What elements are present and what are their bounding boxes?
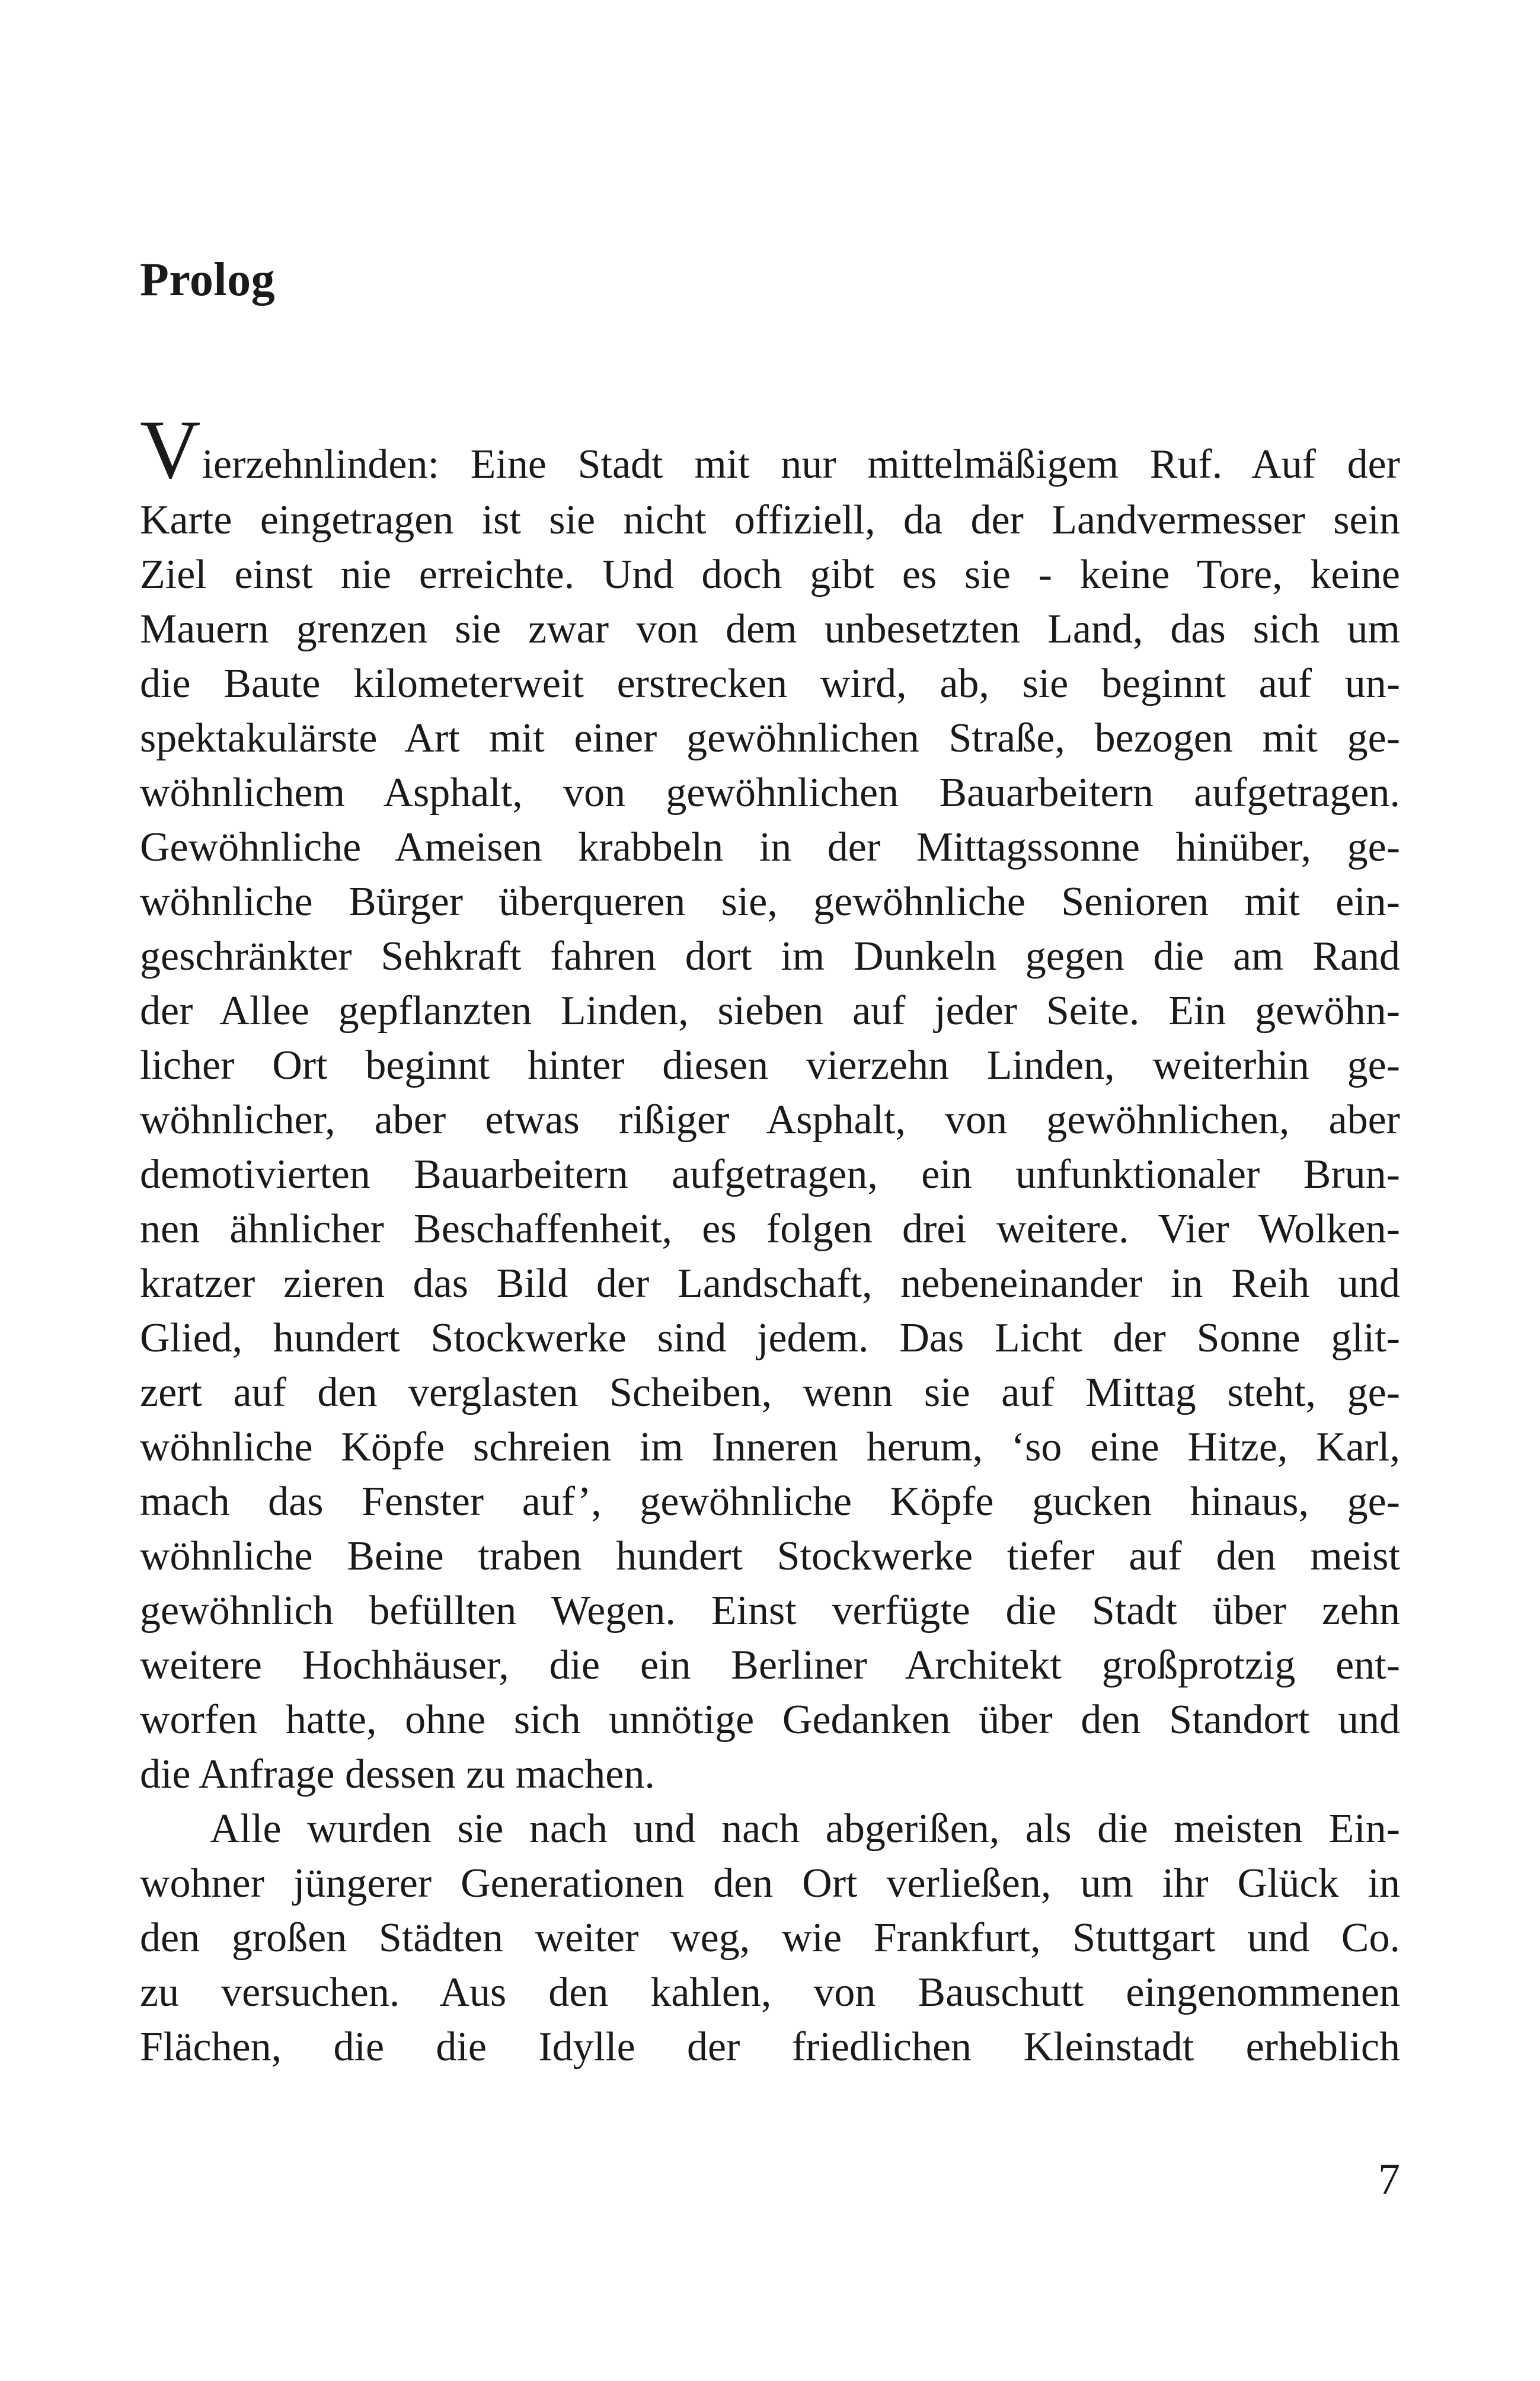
chapter-title: Prolog [140, 254, 276, 306]
text-line: Karte eingetragen ist sie nicht offiziell, da der Landvermesser sein [140, 497, 1400, 543]
text-line: spektakulärste Art mit einer gewöhnlichen Straße, bezogen mit ge- [140, 715, 1400, 761]
body-text [140, 422, 1400, 2075]
text-line: nen ähnlicher Beschaffenheit, es folgen drei weitere. Vier Wolken- [140, 1206, 1400, 1252]
text-line: kratzer zieren das Bild der Landschaft, nebeneinander in Reih und [140, 1261, 1400, 1306]
text-line: Glied, hundert Stockwerke sind jedem. Das Licht der Sonne glit- [140, 1315, 1400, 1361]
text-line: weitere Hochhäuser, die ein Berliner Architekt großprotzig ent- [140, 1642, 1400, 1688]
text-line: der Allee gepflanzten Linden, sieben auf jeder Seite. Ein gewöhn- [140, 988, 1400, 1034]
text-line: den großen Städten weiter weg, wie Frankfurt, Stuttgart und Co. [140, 1915, 1400, 1961]
text-line: zert auf den verglasten Scheiben, wenn sie auf Mittag steht, ge- [140, 1370, 1400, 1415]
text-line: die Baute kilometerweit erstrecken wird, ab, sie beginnt auf un- [140, 661, 1400, 707]
text-line-content: ierzehnlinden: Eine Stadt mit nur mittelmäßigem Ruf. Auf der [202, 442, 1400, 487]
text-line: wohner jüngerer Generationen den Ort verließen, um ihr Glück in [140, 1861, 1400, 1906]
text-line: Ziel einst nie erreichte. Und doch gibt es sie - keine Tore, keine [140, 552, 1400, 597]
text-line: wöhnliche Beine traben hundert Stockwerke tiefer auf den meist [140, 1533, 1400, 1579]
drop-cap: V [140, 422, 201, 493]
text-line: gewöhnlich befüllten Wegen. Einst verfügte die Stadt über zehn [140, 1588, 1400, 1634]
text-line [140, 422, 1400, 493]
text-line: wöhnliche Bürger überqueren sie, gewöhnliche Senioren mit ein- [140, 879, 1400, 925]
text-line: geschränkter Sehkraft fahren dort im Dunkeln gegen die am Rand [140, 934, 1400, 979]
page-number: 7 [1378, 2155, 1400, 2204]
text-line: die Anfrage dessen zu machen. [140, 1752, 655, 1797]
text-line: wöhnlichem Asphalt, von gewöhnlichen Bauarbeitern aufgetragen. [140, 770, 1400, 816]
text-line: wöhnlicher, aber etwas rißiger Asphalt, von gewöhnlichen, aber [140, 1097, 1400, 1143]
text-line: wöhnliche Köpfe schreien im Inneren herum, ‘so eine Hitze, Karl, [140, 1424, 1400, 1470]
text-line: licher Ort beginnt hinter diesen vierzehn Linden, weiterhin ge- [140, 1043, 1400, 1088]
text-line: Gewöhnliche Ameisen krabbeln in der Mittagssonne hinüber, ge- [140, 824, 1400, 870]
text-line: worfen hatte, ohne sich unnötige Gedanken über den Standort und [140, 1697, 1400, 1743]
text-line: Flächen, die die Idylle der friedlichen Kleinstadt erheblich [140, 2024, 1400, 2070]
text-line: Mauern grenzen sie zwar von dem unbesetzten Land, das sich um [140, 606, 1400, 652]
text-line: zu versuchen. Aus den kahlen, von Bauschutt eingenommenen [140, 1970, 1400, 2015]
text-line: demotivierten Bauarbeitern aufgetragen, ein unfunktionaler Brun- [140, 1152, 1400, 1197]
text-line: mach das Fenster auf’, gewöhnliche Köpfe gucken hinaus, ge- [140, 1479, 1400, 1525]
paragraph-first-line: Alle wurden sie nach und nach abgerißen, als die meisten Ein- [210, 1806, 1400, 1852]
